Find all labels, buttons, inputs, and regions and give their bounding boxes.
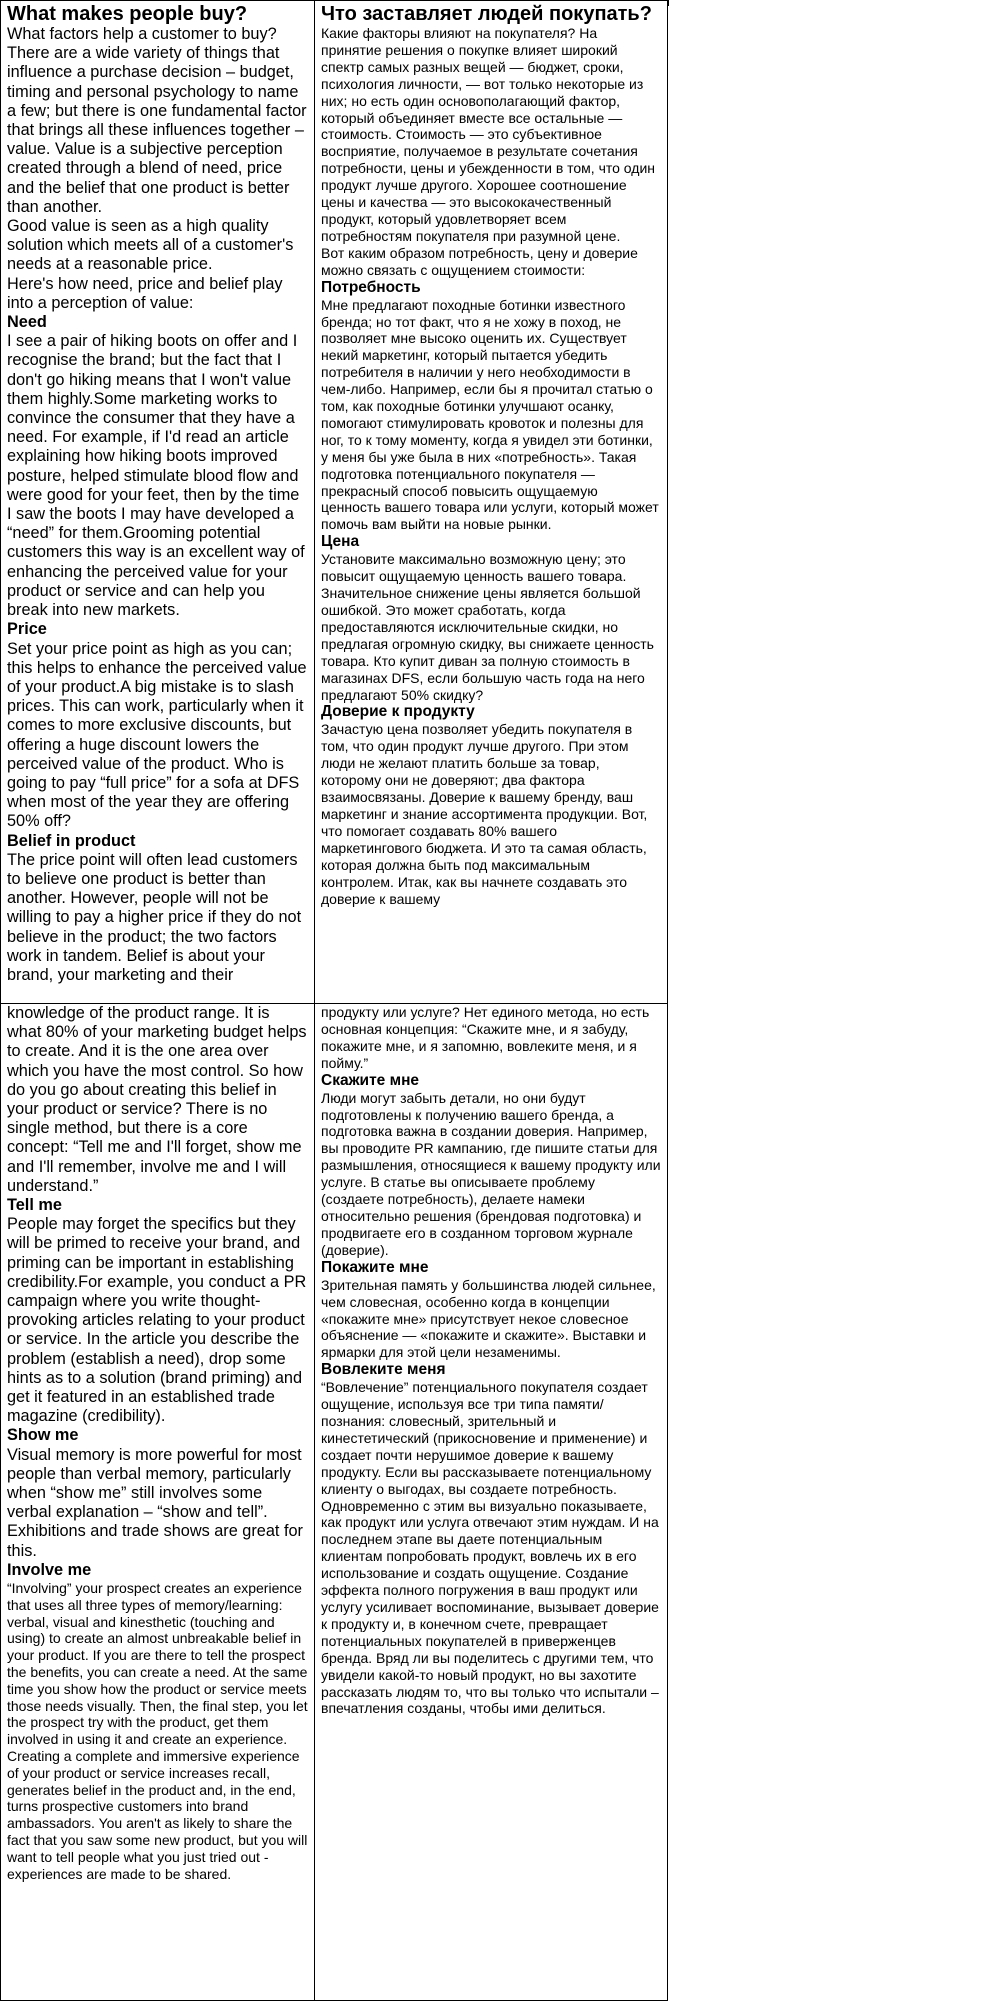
english-intro-paragraph: What factors help a customer to buy? There are a wide variety of things that influence a purchase decision – budget, timing and personal psychology to name a few; but there is one fundamental factor that brings all these influences together – value. Value is a subjective perception created through a blend of need, price and the belief that one product is better than another. [7, 25, 307, 216]
russian-belief-text: Зачастую цена позволяет убедить покупателя в том, что один продукт лучше другого. При этом люди не желают платить больше за товар, которому они не доверяют; два фактора взаимосвязаны. Доверие к вашему бренду, ваш маркетинг и знание ассортимента продукции. Вот, что помогает создавать 80% вашего маркетингового бюджета. И это та самая область, которая должна быть под максимальным контролем. Итак, как вы начнете создавать это доверие к вашему [321, 721, 648, 907]
english-show-text: Visual memory is more powerful for most people than verbal memory, particularly when “show me” still involves some verbal explanation – “show and tell”. Exhibitions and trade shows are great for this. [7, 1445, 303, 1560]
english-involve-heading: Involve me [7, 1560, 92, 1579]
russian-title: Что заставляет людей покупать? [321, 3, 652, 25]
russian-involve-text: “Вовлечение” потенциального покупателя создает ощущение, используя все три типа памяти/познания: словесный, зрительный и кинестетический (прикосновение и применение) и создает почти нерушимое доверие к вашему продукту. Если вы рассказываете потенциальному клиенту о выгодах, вы создаете потребность. Одновременно с этим вы визуально показываете, как продукт или услуга отвечают этим нуждам. И на последнем этапе вы даете потенциальным клиентам попробовать продукт, вовлечь их в его использование и создать ощущение. Создание эффекта полного погружения в ваш продукт или услугу усиливает воспоминание, вызывает доверие к продукту и, в конечном счете, превращает потенциальных покупателей в приверженцев бренда. Вряд ли вы поделитесь с другими тем, что увидели какой-то новый продукт, но вы захотите рассказать людям то, что вы только что испытали – впечатления созданы, чтобы ими делиться. [321, 1379, 659, 1717]
cell-edge-mark [668, 0, 673, 6]
english-price-text: Set your price point as high as you can; this helps to enhance the perceived value of your product.A big mistake is to slash prices. This can work, particularly when it comes to more exclusive discounts, but offering a huge discount lowers the perceived value of the product. Who is going to pay “full price” for a sofa at DFS when most of the year they are offering 50% off? [7, 639, 307, 831]
english-intro-paragraph: Good value is seen as a high quality solution which meets all of a customer's needs at a reasonable price. [7, 217, 294, 274]
english-need-text: I see a pair of hiking boots on offer and I recognise the brand; but the fact that I don't go hiking means that I won't value them highly.Some marketing works to convince the consumer that they have a need. For example, if I'd read an article explaining how hiking boots improved posture, helped stimulate blood flow and were good for your feet, then by the time I saw the boots I may have developed a “need” for them.Grooming potential customers this way is an excellent way of enhancing the perceived value for your product or service and can help you break into new markets. [7, 332, 305, 620]
english-tell-heading: Tell me [7, 1196, 62, 1215]
russian-intro-paragraph: Какие факторы влияют на покупателя? На принятие решения о покупке влияет широкий спектр самых разных вещей — бюджет, сроки, психология личности, — вот только некоторые из них; но есть один основополагающий фактор, который объединяет вместе все остальные — стоимость. Стоимость — это субъективное восприятие, получаемое в результате сочетания потребности, цены и убежденности в том, что один продукт лучше другого. Хорошее соотношение цены и качества — это высококачественный продукт, который удовлетворяет всем потребностям покупателя при разумной цене. [321, 25, 656, 244]
english-belief-text-continued: knowledge of the product range. It is what 80% of your marketing budget helps to create. And it is the one area over which you have the most control. So how do you go about creating this belief in your product or service? There is no single method, but there is a core concept: “Tell me and I'll forget, show me and I'll remember, involve me and I will understand.” [7, 1004, 307, 1195]
russian-involve-heading: Вовлеките меня [321, 1361, 446, 1379]
english-price-heading: Price [7, 620, 47, 639]
russian-belief-heading: Доверие к продукту [321, 703, 475, 721]
english-tell-text: People may forget the specifics but they will be primed to receive your brand, and priming can be important in establishing credibility.For example, you conduct a PR campaign where you write thought-provoking articles relating to your product or service. In the article you describe the problem (establish a need), drop some hints as to a solution (brand priming) and get it featured in an established trade magazine (credibility). [7, 1215, 307, 1426]
english-cell-bottom [1, 1004, 315, 2001]
english-belief-heading: Belief in product [7, 831, 136, 850]
russian-need-text: Мне предлагают походные ботинки известного бренда; но тот факт, что я не хожу в поход, не позволяет мне высоко оценить их. Существует некий маркетинг, который пытается убедить потребителя в наличии у него необходимости в чем-либо. Например, если бы я прочитал статью о том, как походные ботинки улучшают осанку, помогают стимулировать кровоток и полезны для ног, то к тому моменту, когда я увидел эти ботинки, у меня бы уже была в них «потребность». Такая подготовка потенциального покупателя — прекрасный способ повысить ощущаемую ценность вашего товара или услуги, который может помочь вам выйти на новые рынки. [321, 296, 659, 533]
russian-cell-bottom [315, 1004, 668, 2001]
russian-price-text: Установите максимально возможную цену; это повысит ощущаемую ценность вашего товара. Значительное снижение цены является большой ошибкой. Это может сработать, когда предоставляются исключительные скидки, но предлагая огромную скидку, вы снижаете ценность товара. Кто купит диван за полную стоимость в магазинах DFS, если большую часть года на него предлагают 50% скидку? [321, 551, 654, 703]
english-need-heading: Need [7, 313, 47, 332]
russian-tell-text: Люди могут забыть детали, но они будут подготовлены к получению вашего бренда, а подготовка важна в создании доверия. Например, вы проводите PR кампанию, где пишите статьи для размышления, относящиеся к вашему продукту или услуге. В статье вы описываете проблему (создаете потребность), делаете намеки относительно решения (брендовая подготовка) и продвигаете его в созданном торговом журнале (доверие). [321, 1089, 661, 1258]
english-intro-paragraph: Here's how need, price and belief play into a perception of value: [7, 274, 283, 312]
russian-cell-top [315, 1, 668, 1004]
english-show-heading: Show me [7, 1426, 79, 1445]
russian-tell-heading: Скажите мне [321, 1071, 420, 1089]
russian-need-heading: Потребность [321, 278, 421, 296]
english-title: What makes people buy? [7, 3, 248, 25]
russian-price-heading: Цена [321, 533, 360, 551]
english-cell-top [1, 1, 315, 1004]
table-row [1, 1, 668, 1004]
table-row [1, 1004, 668, 2001]
russian-intro-paragraph: Вот каким образом потребность, цену и доверие можно связать с ощущением стоимости: [321, 244, 638, 278]
english-belief-text: The price point will often lead customers to believe one product is better than another. However, people will not be willing to pay a higher price if they do not believe in the product; the two factors work in tandem. Belief is about your brand, your marketing and their [7, 850, 302, 984]
russian-belief-text-continued: продукту или услуге? Нет единого метода, но есть основная концепция: “Скажите мне, и я забуду, покажите мне, и я запомню, вовлеките меня, и я пойму.” [321, 1004, 650, 1071]
english-involve-text: “Involving” your prospect creates an experience that uses all three types of memory/learning: verbal, visual and kinesthetic (touching and using) to create an almost unbreakable belief in your product. If you are there to tell the prospect the benefits, you can create a need. At the same time you show how the product or service meets those needs visually. Then, the final step, you let the prospect try with the product, get them involved in using it and create an experience. Creating a complete and immersive experience of your product or service increases recall, generates belief in the product and, in the end, turns prospective customers into brand ambassadors. You aren't as likely to share the fact that you saw some new product, but you will want to tell people what you just tried out - experiences are made to be shared. [7, 1580, 308, 1882]
russian-show-heading: Покажите мне [321, 1258, 429, 1276]
russian-show-text: Зрительная память у большинства людей сильнее, чем словесная, особенно когда в концепции «покажите мне» присутствует некое словесное объяснение — «покажите и скажите». Выставки и ярмарки для этой цели незаменимы. [321, 1276, 656, 1361]
